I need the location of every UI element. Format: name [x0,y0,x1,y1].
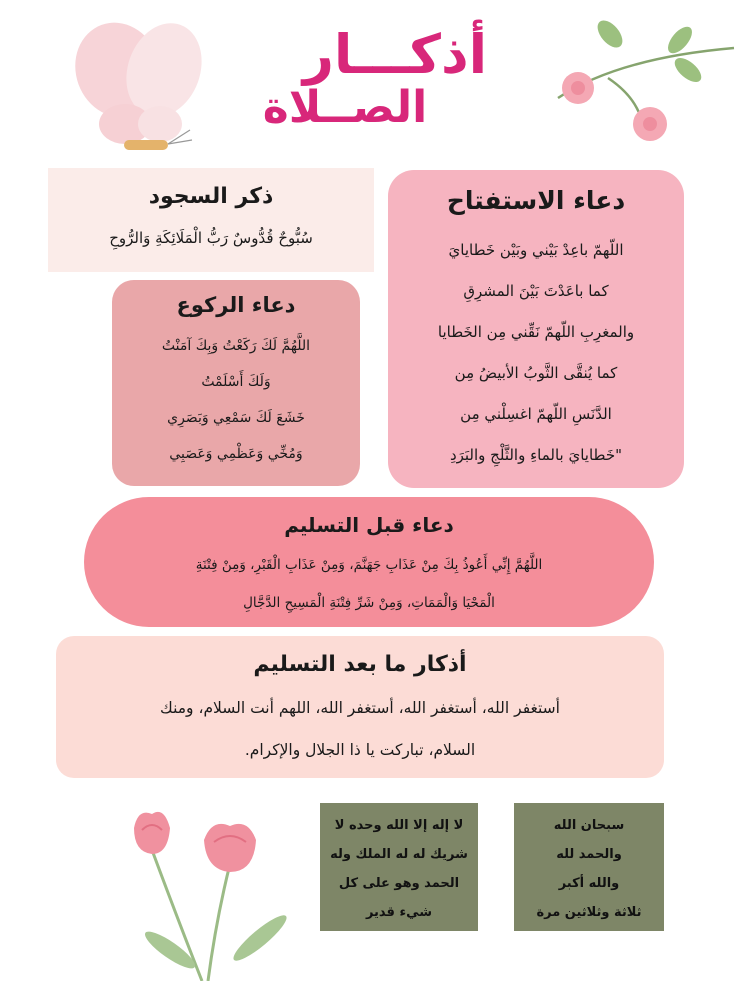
tulip-flowers-illustration [118,800,298,981]
qabl-taslim-heading: دعاء قبل التسليم [284,513,454,537]
page-subtitle: الصــلاة [262,82,428,133]
ruku-line: اللَّهُمَّ لَكَ رَكَعْتُ وَبِكَ آمَنْتُ [161,338,311,354]
qabl-taslim-box [84,497,654,627]
tahlil-line: الحمد وهو على كل [338,876,460,891]
bad-taslim-line: أستغفر الله، أستغفر الله، أستغفر الله، اللهم أنت السلام، ومنك [160,699,560,717]
ruku-line: وَمُخِّي وَعَظْمِي وَعَصَبِي [169,446,303,462]
tahlil-line: شريك له له الملك وله [330,847,468,862]
tasbih-line: والله أكبر [558,876,620,891]
ruku-heading: دعاء الركوع [176,293,296,317]
istiftah-line: كما يُنقَّى الثَّوبُ الأبيضُ مِن [454,364,618,382]
tasbih-box [514,803,664,931]
tahlil-box [320,803,478,931]
bad-taslim-line: السلام، تباركت يا ذا الجلال والإكرام. [244,741,476,759]
qabl-taslim-line: الْمَحْيَا وَالْمَمَاتِ، وَمِنْ شَرِّ فِتْنَةِ الْمَسِيحِ الدَّجَّالِ [243,595,495,611]
istiftah-heading: دعاء الاستفتاح [446,186,626,215]
istiftah-line: والمغرِبِ اللّهمّ نَقِّني مِن الخَطايا [437,323,635,341]
sujud-box [48,168,374,272]
tahlil-line: لا إله إلا الله وحده لا [334,818,464,833]
bad-taslim-heading: أذكار ما بعد التسليم [253,652,467,677]
qabl-taslim-line: اللَّهُمَّ إِنِّي أَعُوذُ بِكَ مِنْ عَذَابِ جَهَنَّمَ، وَمِنْ عَذَابِ الْقَبْرِ، وَمِنْ فِتْنَةِ [195,557,543,573]
bad-taslim-box [56,636,664,778]
tahlil-line: شيء قدير [365,905,433,920]
tasbih-line: ثلاثة وثلاثين مرة [536,905,642,920]
istiftah-line: كما باعَدْتَ بَيْنَ المشرِقِ [463,282,609,300]
sujud-text: سُبُّوحٌ قُدُّوسٌ رَبُّ الْمَلَائِكَةِ وَالرُّوحِ [109,229,313,247]
istiftah-line: اللّهمّ باعِدْ بَيْني وبَيْن خَطايايَ [448,241,624,259]
ruku-line: خَشَعَ لَكَ سَمْعِي وَبَصَرِي [167,410,305,426]
istiftah-box [388,170,684,488]
ruku-box [112,280,360,486]
flower-branch-illustration [548,18,736,148]
tasbih-line: والحمد لله [556,847,622,862]
sujud-heading: ذكر السجود [148,184,274,209]
istiftah-line: الدَّنَسِ اللّهمّ اغسِلْني مِن [460,405,612,423]
butterfly-illustration [40,12,210,162]
tasbih-line: سبحان الله [553,818,625,833]
ruku-line: وَلَكَ أَسْلَمْتُ [201,374,271,390]
istiftah-line: "خَطايايَ بالماءِ والثَّلْجِ والبَرَدِ [449,446,623,464]
page-title: أذكـــار [302,23,488,86]
